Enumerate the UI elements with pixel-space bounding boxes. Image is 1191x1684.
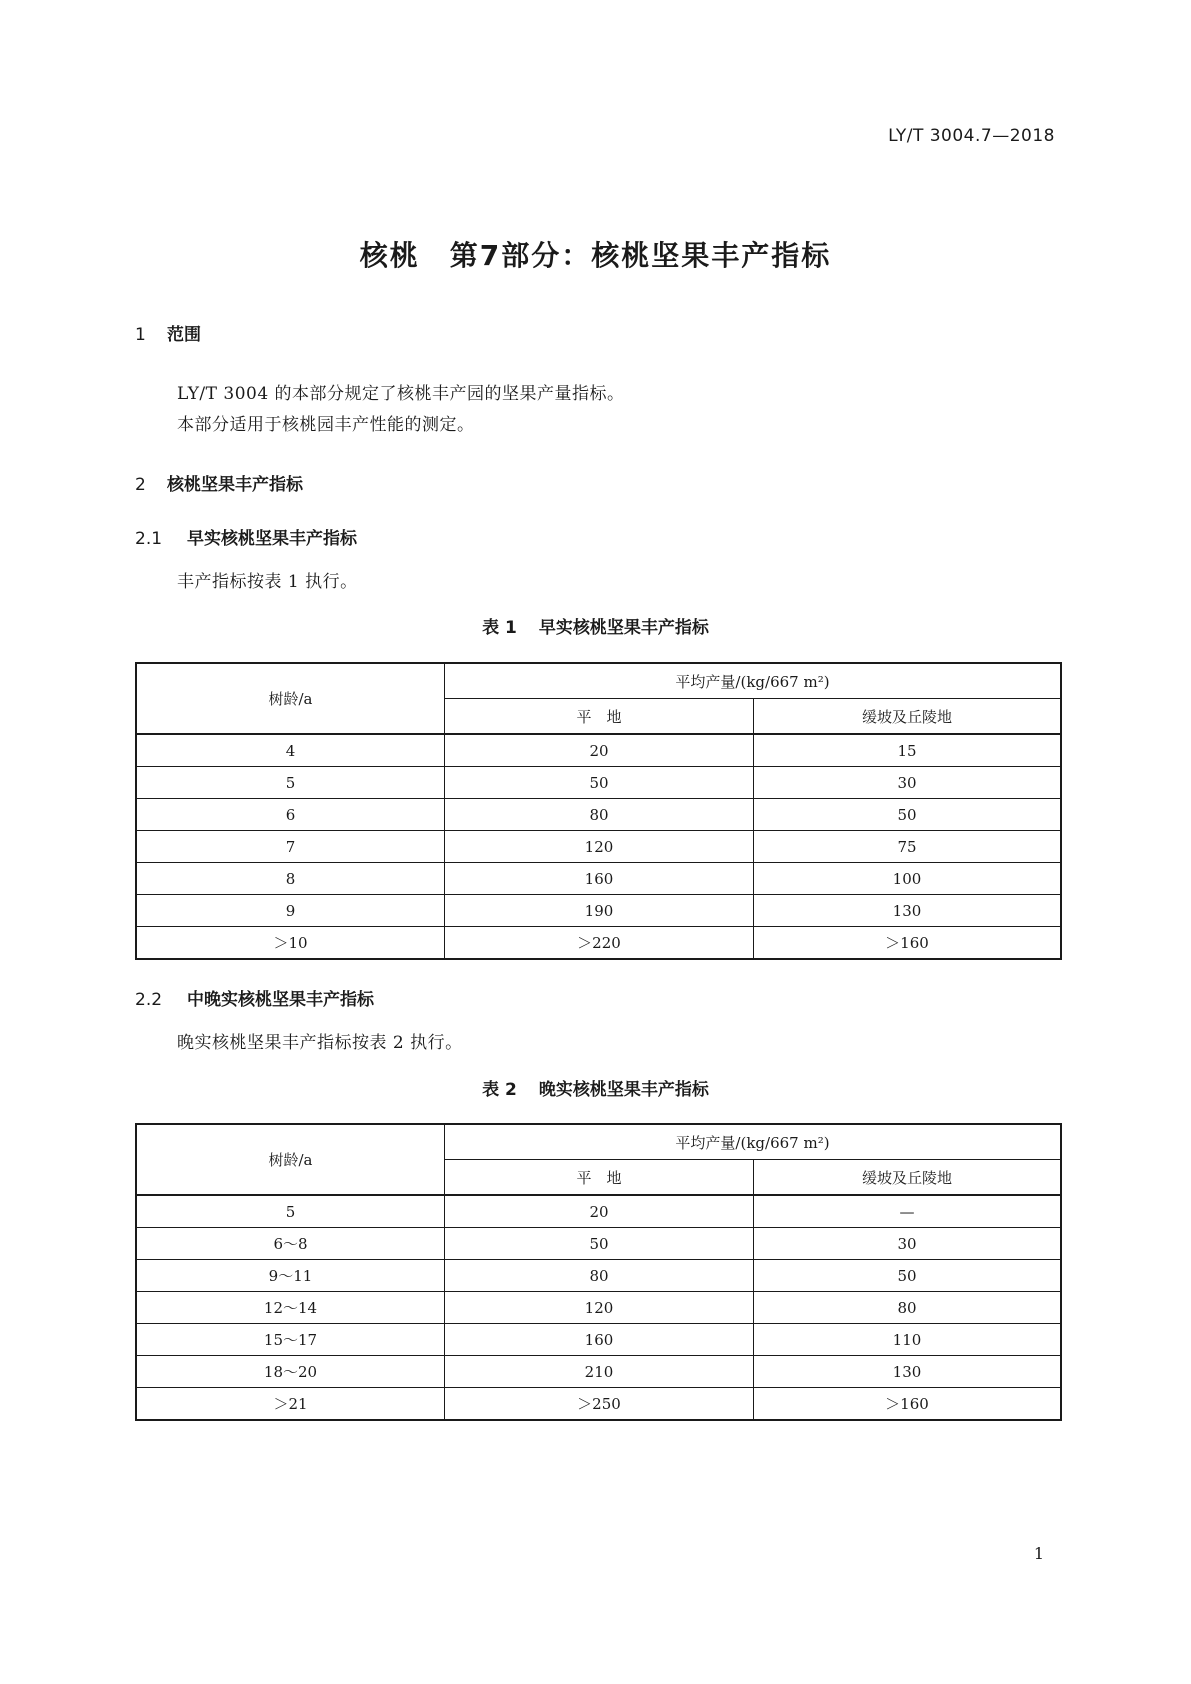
table-row bbox=[136, 831, 1061, 863]
header-flat-land: 平 地 bbox=[445, 699, 754, 735]
section-2-heading bbox=[135, 470, 303, 495]
header-flat-land: 平 地 bbox=[445, 1160, 754, 1196]
header-tree-age: 树龄/a bbox=[136, 1124, 445, 1195]
cell-flat: 160 bbox=[445, 1324, 754, 1356]
cell-slope: 30 bbox=[754, 1228, 1062, 1260]
table-row bbox=[136, 1228, 1061, 1260]
table-1 bbox=[135, 662, 1062, 960]
document-title: 核桃 第7部分：核桃坚果丰产指标 bbox=[359, 239, 832, 272]
cell-age: 6 bbox=[136, 799, 445, 831]
section-title: 中晚实核桃坚果丰产指标 bbox=[187, 990, 374, 1010]
section-title: 早实核桃坚果丰产指标 bbox=[187, 529, 357, 549]
section-2-2-heading bbox=[135, 985, 374, 1010]
header-average-yield: 平均产量/(kg/667 m²) bbox=[445, 1124, 1062, 1160]
section-number: 2.2 bbox=[135, 990, 163, 1010]
cell-age: 15～17 bbox=[136, 1324, 445, 1356]
cell-slope: 130 bbox=[754, 895, 1062, 927]
cell-slope: 50 bbox=[754, 1260, 1062, 1292]
cell-slope: 80 bbox=[754, 1292, 1062, 1324]
table-row bbox=[136, 1195, 1061, 1228]
header-slope-hill: 缓坡及丘陵地 bbox=[754, 699, 1062, 735]
section-number: 2.1 bbox=[135, 529, 163, 549]
standard-code: LY/T 3004.7—2018 bbox=[888, 126, 1055, 146]
section-2-1-heading bbox=[135, 524, 357, 549]
table-caption-text: 晚实核桃坚果丰产指标 bbox=[538, 1080, 709, 1100]
cell-flat: 160 bbox=[445, 863, 754, 895]
paragraph: LY/T 3004 的本部分规定了核桃丰产园的坚果产量指标。 bbox=[177, 384, 625, 404]
section-1-heading bbox=[135, 320, 201, 345]
table-row bbox=[136, 1356, 1061, 1388]
cell-age: 6～8 bbox=[136, 1228, 445, 1260]
cell-slope: 75 bbox=[754, 831, 1062, 863]
paragraph: 丰产指标按表 1 执行。 bbox=[177, 572, 358, 592]
cell-slope: 15 bbox=[754, 734, 1062, 767]
table-2 bbox=[135, 1123, 1062, 1421]
table-number: 表 1 bbox=[482, 618, 517, 638]
paragraph: 晚实核桃坚果丰产指标按表 2 执行。 bbox=[177, 1033, 463, 1053]
section-number: 2 bbox=[135, 475, 146, 495]
section-title: 范围 bbox=[167, 325, 201, 345]
cell-flat: 50 bbox=[445, 1228, 754, 1260]
cell-flat: 120 bbox=[445, 1292, 754, 1324]
table-row bbox=[136, 1388, 1061, 1421]
cell-flat: 20 bbox=[445, 734, 754, 767]
page-number: 1 bbox=[1033, 1544, 1044, 1563]
cell-age: 8 bbox=[136, 863, 445, 895]
cell-flat: ＞250 bbox=[445, 1388, 754, 1421]
table-number: 表 2 bbox=[482, 1080, 517, 1100]
cell-age: 18～20 bbox=[136, 1356, 445, 1388]
cell-slope: 130 bbox=[754, 1356, 1062, 1388]
table-row bbox=[136, 1292, 1061, 1324]
cell-age: 9 bbox=[136, 895, 445, 927]
cell-age: 5 bbox=[136, 1195, 445, 1228]
table-row bbox=[136, 863, 1061, 895]
table-1-caption bbox=[0, 613, 1191, 638]
cell-age: 12～14 bbox=[136, 1292, 445, 1324]
cell-flat: 80 bbox=[445, 1260, 754, 1292]
cell-flat: 120 bbox=[445, 831, 754, 863]
table-row bbox=[136, 734, 1061, 767]
cell-slope: — bbox=[754, 1195, 1062, 1228]
cell-slope: 30 bbox=[754, 767, 1062, 799]
cell-flat: 190 bbox=[445, 895, 754, 927]
table-row bbox=[136, 895, 1061, 927]
table-caption-text: 早实核桃坚果丰产指标 bbox=[538, 618, 709, 638]
cell-age: 7 bbox=[136, 831, 445, 863]
cell-age: ＞21 bbox=[136, 1388, 445, 1421]
cell-age: 9～11 bbox=[136, 1260, 445, 1292]
cell-flat: 210 bbox=[445, 1356, 754, 1388]
table-row bbox=[136, 1260, 1061, 1292]
table-row bbox=[136, 927, 1061, 960]
cell-age: ＞10 bbox=[136, 927, 445, 960]
table-2-caption bbox=[0, 1075, 1191, 1100]
cell-flat: ＞220 bbox=[445, 927, 754, 960]
cell-age: 5 bbox=[136, 767, 445, 799]
section-title: 核桃坚果丰产指标 bbox=[167, 475, 303, 495]
cell-slope: 50 bbox=[754, 799, 1062, 831]
cell-slope: 110 bbox=[754, 1324, 1062, 1356]
paragraph: 本部分适用于核桃园丰产性能的测定。 bbox=[177, 415, 475, 435]
cell-flat: 20 bbox=[445, 1195, 754, 1228]
header-slope-hill: 缓坡及丘陵地 bbox=[754, 1160, 1062, 1196]
table-row bbox=[136, 767, 1061, 799]
cell-slope: 100 bbox=[754, 863, 1062, 895]
header-tree-age: 树龄/a bbox=[136, 663, 445, 734]
table-row bbox=[136, 1324, 1061, 1356]
cell-flat: 80 bbox=[445, 799, 754, 831]
header-average-yield: 平均产量/(kg/667 m²) bbox=[445, 663, 1062, 699]
cell-age: 4 bbox=[136, 734, 445, 767]
cell-slope: ＞160 bbox=[754, 927, 1062, 960]
table-row bbox=[136, 799, 1061, 831]
section-number: 1 bbox=[135, 325, 146, 345]
cell-slope: ＞160 bbox=[754, 1388, 1062, 1421]
cell-flat: 50 bbox=[445, 767, 754, 799]
